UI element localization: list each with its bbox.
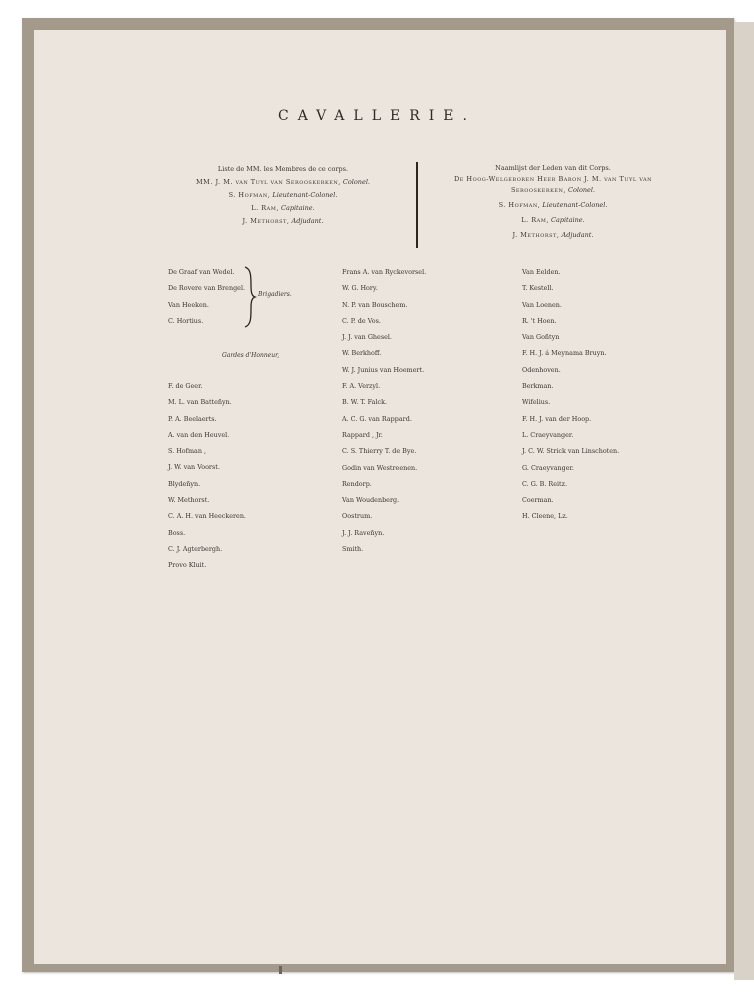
list-item: Van Woudenberg.: [342, 496, 400, 505]
list-item: Rappard , Jr.: [342, 430, 383, 439]
list-item: J. J. Raveñyn.: [342, 528, 385, 537]
list-item: W. G. Hory.: [342, 284, 378, 293]
list-item: C. J. Agterbergh.: [168, 544, 223, 553]
list-item: Boss.: [168, 528, 186, 537]
list-item: P. A. Beelaerts.: [168, 414, 217, 423]
list-item: J. W. van Voorst.: [168, 463, 220, 472]
right-header-adjutant: J. Methorst, Adjudant.: [512, 231, 594, 239]
left-header: [160, 163, 406, 228]
list-item: Van Goñtyn: [522, 333, 560, 342]
binding-mark: [279, 966, 282, 974]
left-header-colonel: MM. J. M. van Tuyl van Serooskerken, Colonel.: [196, 178, 370, 186]
list-item: C. S. Thierry T. de Bye.: [342, 447, 417, 456]
list-item: N. P. van Bouschem.: [342, 300, 408, 309]
list-item: F. de Geer.: [168, 382, 203, 390]
gardes-list: [168, 378, 246, 574]
right-header-lt-colonel: S. Hofman, Lieutenant-Colonel.: [498, 201, 608, 209]
list-item: A. C. G. van Rappard.: [342, 414, 412, 423]
list-item: De Graaf van Wedel.: [168, 268, 235, 276]
list-item: G. Craeyvanger.: [522, 463, 574, 472]
list-item: Rendorp.: [342, 479, 372, 488]
list-item: H. Cleene, Lz.: [522, 512, 568, 521]
list-item: W. Berkhoff.: [342, 349, 382, 358]
list-item: W. Methorst.: [168, 496, 210, 505]
right-header-line1: Naamlijst der Leden van dit Corps.: [495, 164, 611, 172]
left-header-line1: Liste de MM. les Membres de ce corps.: [217, 165, 349, 173]
gardes-label: Gardes d'Honneur,: [222, 352, 280, 359]
right-header-colonel: Serooskerken, Colonel.: [510, 186, 596, 194]
list-item: F. A. Verzyl.: [342, 382, 381, 391]
brigadiers-label: Brigadiers.: [258, 291, 292, 298]
right-header: [428, 163, 678, 241]
list-item: A. van den Heuvel.: [168, 430, 230, 439]
brace-icon: [243, 266, 257, 328]
list-item: C. P. de Vos.: [342, 316, 381, 325]
adjacent-page-edge: [734, 22, 754, 980]
right-header-captain: L. Ram, Capitaine.: [521, 216, 585, 224]
left-header-adjutant: J. Methorst, Adjudant.: [242, 217, 324, 225]
list-item: J. C. W. Strick van Linschoten.: [522, 447, 620, 456]
list-item: Odenhoven.: [522, 365, 561, 374]
list-item: W. J. Junius van Hoemert.: [342, 365, 425, 374]
list-item: Wifelius.: [522, 398, 551, 407]
list-item: Blydeñyn.: [168, 479, 201, 488]
list-item: Coerman.: [522, 496, 554, 505]
left-header-captain: L. Ram, Capitaine.: [251, 204, 315, 212]
list-item: Berkman.: [522, 382, 554, 391]
page-title: CAVALLERIE.: [278, 108, 476, 124]
list-item: R. 't Hoen.: [522, 316, 557, 325]
list-item: Van Eelden.: [522, 268, 561, 276]
list-item: J. J. van Ghesel.: [342, 333, 392, 342]
list-item: B. W. T. Falck.: [342, 398, 387, 407]
list-item: C. G. B. Reitz.: [522, 479, 568, 488]
list-item: De Rovere van Brengel.: [168, 284, 246, 293]
list-item: T. Kestell.: [522, 284, 554, 293]
list-item: F. H. J. van der Hoop.: [522, 414, 592, 423]
list-item: Oostrum.: [342, 512, 373, 521]
column-2-list: [342, 264, 426, 557]
list-item: C. A. H. van Heeckeren.: [168, 512, 246, 521]
list-item: S. Hofman ,: [168, 447, 207, 456]
list-item: Smith.: [342, 545, 364, 554]
left-header-lt-colonel: S. Hofman, Lieutenant-Colonel.: [228, 191, 338, 199]
column-3-list: [522, 264, 619, 525]
list-item: M. L. van Batteñyn.: [168, 398, 232, 407]
list-item: Van Loenen.: [522, 300, 562, 309]
list-item: Provo Kluit.: [168, 561, 207, 570]
list-item: C. Hortius.: [168, 316, 204, 325]
header-divider: [416, 162, 418, 248]
right-header-line2: De Hoog-Welgeboren Heer Baron J. M. van Tuyl van: [454, 175, 652, 183]
list-item: L. Craeyvanger.: [522, 430, 574, 439]
list-item: Godin van Westreenen.: [342, 463, 418, 472]
list-item: F. H. J. á Meynama Bruyn.: [522, 349, 607, 358]
list-item: Van Heeken.: [168, 300, 209, 309]
brigadiers-list: [168, 264, 245, 329]
list-item: Frans A. van Ryckevorsel.: [342, 268, 427, 276]
